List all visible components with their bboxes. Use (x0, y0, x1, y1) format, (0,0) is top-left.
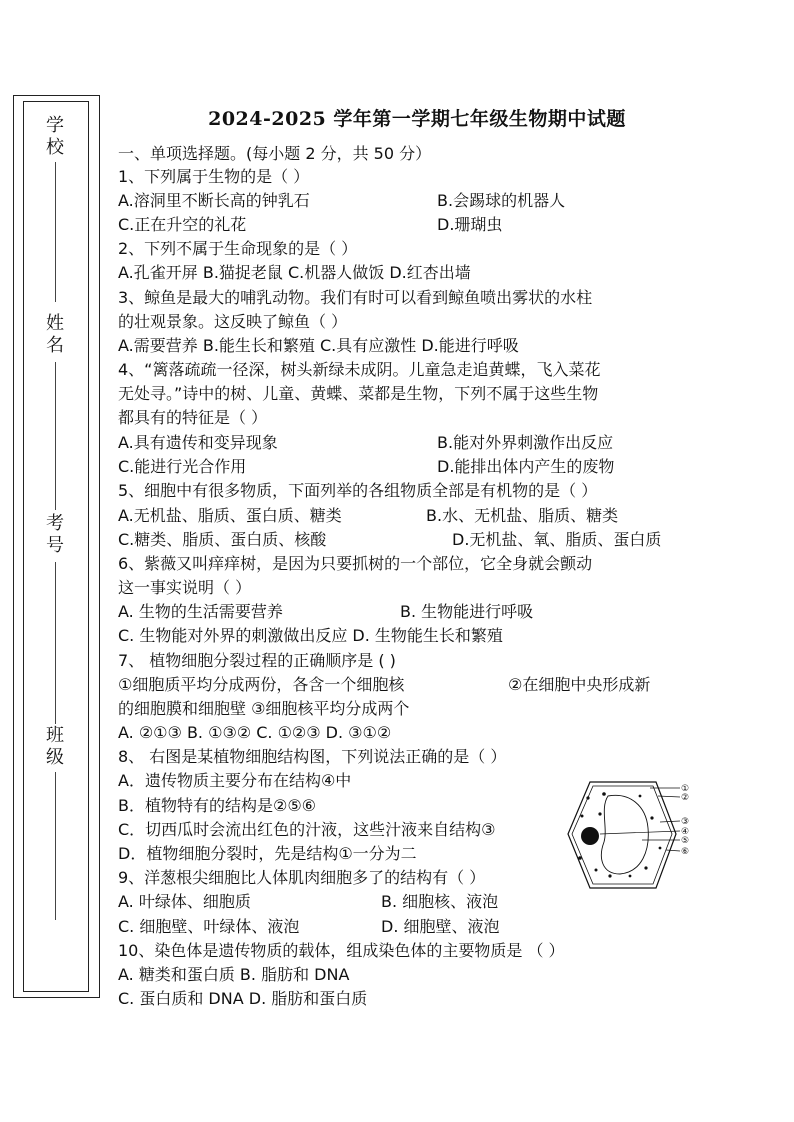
label-4: ④ (681, 827, 690, 837)
label-6: ⑥ (681, 847, 690, 857)
q7-stem: 7、 植物细胞分裂过程的正确顺序是 ( ) (118, 651, 396, 670)
q2-options[interactable]: A.孔雀开屏 B.猫捉老鼠 C.机器人做饭 D.红杏出墙 (118, 263, 471, 282)
q1-stem: 1、下列属于生物的是（ ） (118, 167, 310, 186)
q4-option-d[interactable]: D.能排出体内产生的废物 (437, 457, 615, 476)
q10-options-cd[interactable]: C. 蛋白质和 DNA D. 脂肪和蛋白质 (118, 989, 368, 1008)
vacuole (601, 795, 648, 874)
q5-option-d[interactable]: D.无机盐、氧、脂质、蛋白质 (452, 530, 662, 549)
school-fill-line[interactable] (55, 162, 56, 302)
q6-stem-line1: 6、紫薇又叫痒痒树，是因为只要抓树的一个部位，它全身就会颤动 (118, 554, 593, 573)
q3-stem-line2: 的壮观景象。这反映了鲸鱼（ ） (118, 312, 348, 331)
label-1: ① (681, 784, 690, 794)
q4-option-a[interactable]: A.具有遗传和变异现象 (118, 433, 278, 452)
q9-option-c[interactable]: C. 细胞壁、叶绿体、液泡 (118, 917, 300, 936)
section-header: 一、单项选择题。(每小题 2 分，共 50 分） (118, 144, 432, 163)
q2-stem: 2、下列不属于生命现象的是（ ） (118, 239, 358, 258)
q4-option-b[interactable]: B.能对外界刺激作出反应 (437, 433, 614, 452)
class-fill-line[interactable] (55, 772, 56, 920)
exam-title: 2024-2025 学年第一学期七年级生物期中试题 (208, 108, 626, 130)
q9-option-b[interactable]: B. 细胞核、液泡 (381, 892, 499, 911)
q10-options-ab[interactable]: A. 糖类和蛋白质 B. 脂肪和 DNA (118, 965, 350, 984)
q5-stem: 5、细胞中有很多物质，下面列举的各组物质全部是有机物的是（ ） (118, 481, 598, 500)
q3-stem-line1: 3、鲸鱼是最大的哺乳动物。我们有时可以看到鲸鱼喷出雾状的水柱 (118, 288, 593, 307)
q9-option-d[interactable]: D. 细胞壁、液泡 (381, 917, 500, 936)
name-fill-line[interactable] (55, 362, 56, 510)
exam-no-fill-line[interactable] (55, 562, 56, 724)
label-5: ⑤ (681, 836, 690, 846)
q4-option-c[interactable]: C.能进行光合作用 (118, 457, 247, 476)
q8-option-c[interactable]: C．切西瓜时会流出红色的汁液，这些汁液来自结构③ (118, 820, 496, 839)
q5-option-c[interactable]: C.糖类、脂质、蛋白质、核酸 (118, 530, 327, 549)
label-exam-no: 考号 (46, 513, 64, 556)
label-2: ② (681, 793, 690, 803)
q6-option-a[interactable]: A. 生物的生活需要营养 (118, 602, 283, 621)
q8-option-a[interactable]: A．遗传物质主要分布在结构④中 (118, 771, 352, 790)
q1-option-a[interactable]: A.溶洞里不断长高的钟乳石 (118, 191, 310, 210)
plant-cell-diagram (560, 778, 700, 892)
q8-option-d[interactable]: D．植物细胞分裂时，先是结构①一分为二 (118, 844, 417, 863)
nucleus (581, 827, 599, 845)
q5-option-b[interactable]: B.水、无机盐、脂质、糖类 (426, 506, 619, 525)
q4-stem-line2: 无处寻。”诗中的树、儿童、黄蝶、菜都是生物，下列不属于这些生物 (118, 384, 599, 403)
q1-option-b[interactable]: B.会踢球的机器人 (437, 191, 566, 210)
q6-options-cd[interactable]: C. 生物能对外界的刺激做出反应 D. 生物能生长和繁殖 (118, 626, 503, 645)
q7-statement-2: ②在细胞中央形成新 (508, 675, 651, 694)
q8-option-b[interactable]: B．植物特有的结构是②⑤⑥ (118, 796, 317, 815)
q7-statement-1: ①细胞质平均分成两份，各含一个细胞核 (118, 675, 405, 694)
q6-stem-line2: 这一事实说明（ ） (118, 578, 252, 597)
q5-option-a[interactable]: A.无机盐、脂质、蛋白质、糖类 (118, 506, 342, 525)
label-class: 班级 (46, 725, 64, 768)
label-3: ③ (681, 817, 690, 827)
q8-stem: 8、 右图是某植物细胞结构图，下列说法正确的是（ ） (118, 747, 507, 766)
q1-option-d[interactable]: D.珊瑚虫 (437, 215, 503, 234)
q6-option-b[interactable]: B. 生物能进行呼吸 (400, 602, 534, 621)
q3-options[interactable]: A.需要营养 B.能生长和繁殖 C.具有应激性 D.能进行呼吸 (118, 336, 519, 355)
q4-stem-line1: 4、“篱落疏疏一径深，树头新绿未成阴。儿童急走追黄蝶，飞入菜花 (118, 360, 601, 379)
label-school: 学校 (46, 115, 64, 158)
q1-option-c[interactable]: C.正在升空的礼花 (118, 215, 247, 234)
q9-option-a[interactable]: A. 叶绿体、细胞质 (118, 892, 251, 911)
label-name: 姓名 (46, 313, 64, 356)
q10-stem: 10、染色体是遗传物质的载体，组成染色体的主要物质是 （ ） (118, 941, 565, 960)
q7-options[interactable]: A. ②①③ B. ①③② C. ①②③ D. ③①② (118, 723, 392, 742)
q9-stem: 9、洋葱根尖细胞比人体肌肉细胞多了的结构有（ ） (118, 868, 486, 887)
q7-statement-line2: 的细胞膜和细胞壁 ③细胞核平均分成两个 (118, 699, 410, 718)
q4-stem-line3: 都具有的特征是（ ） (118, 408, 268, 427)
